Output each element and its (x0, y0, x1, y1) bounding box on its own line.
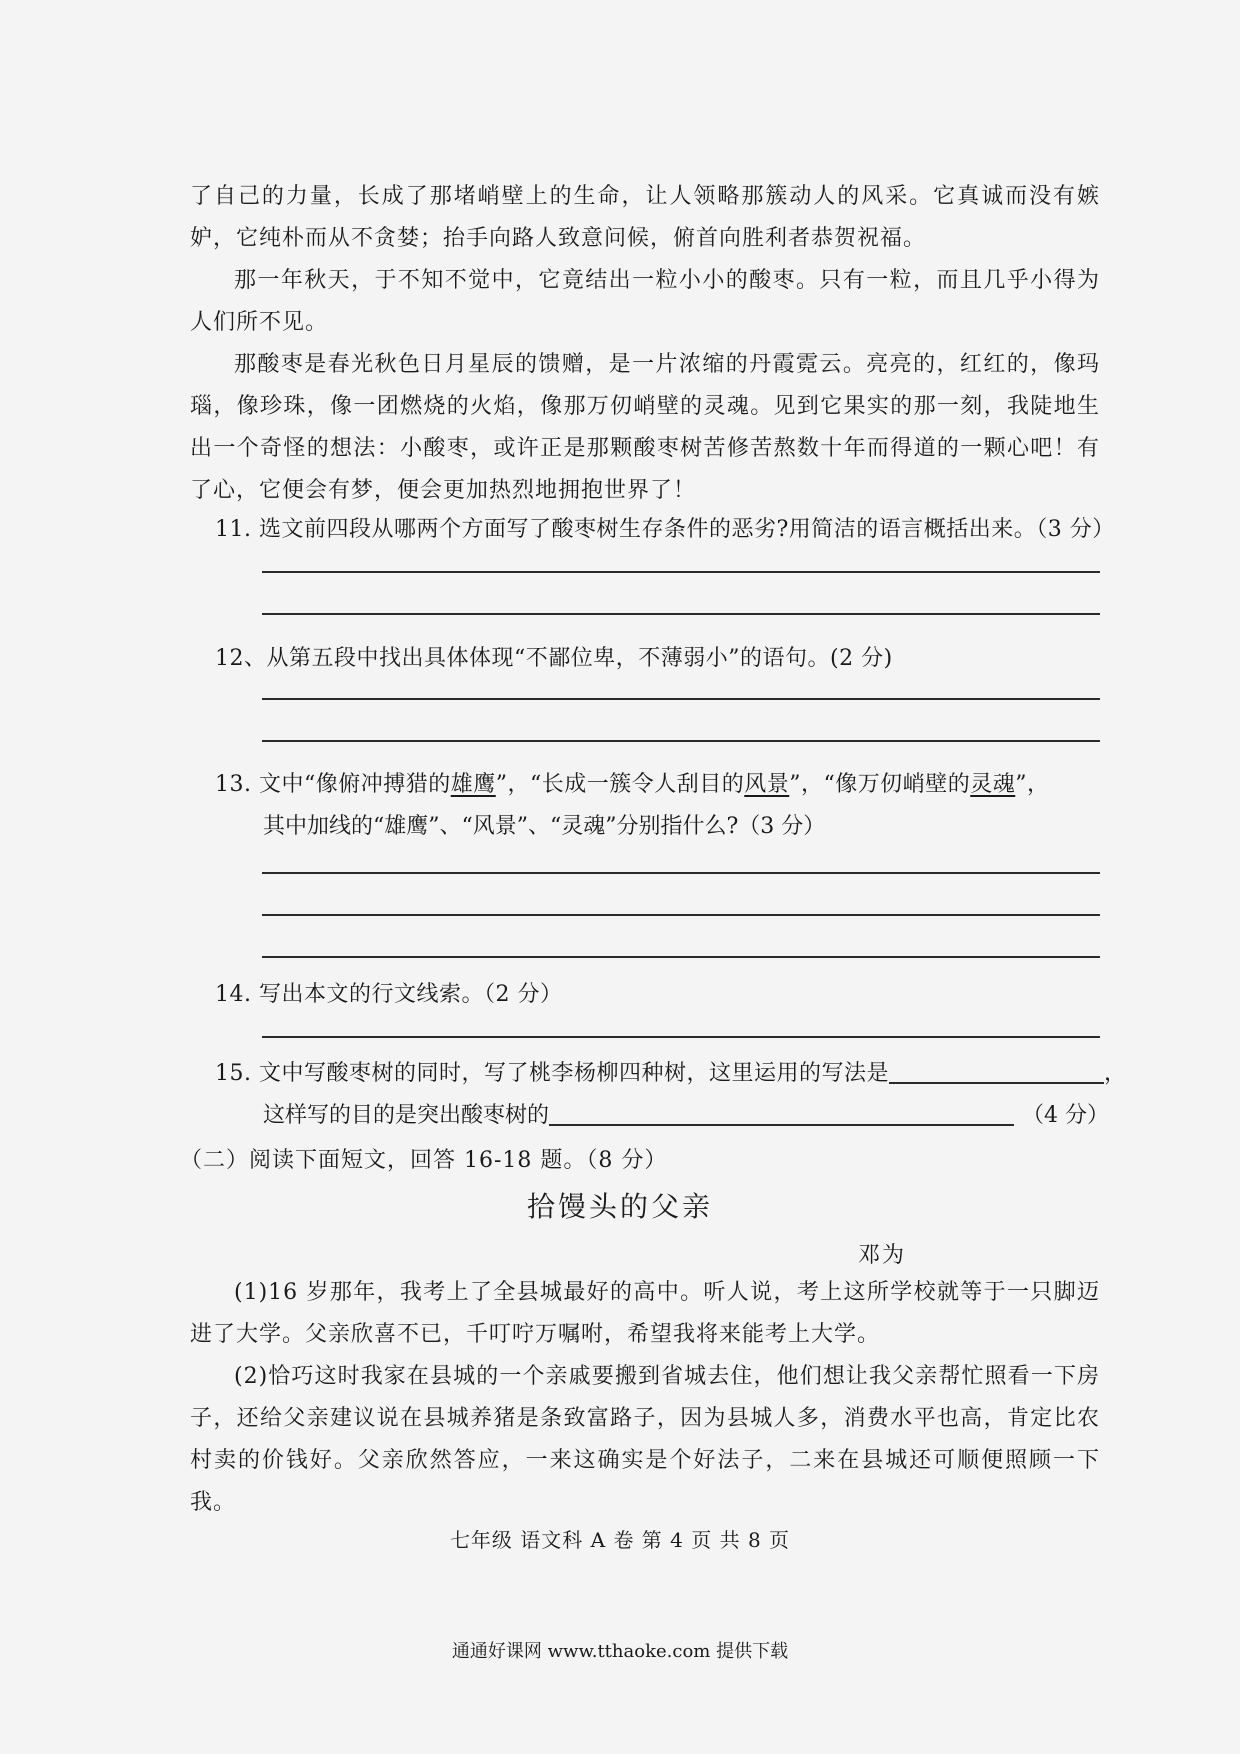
article-title: 拾馒头的父亲 (526, 1190, 713, 1223)
q13-text: ”，“长成一簇令人刮目的 (495, 772, 745, 797)
q15-score: （4 分） (1022, 1103, 1110, 1128)
passage-paragraph-1: 了自己的力量，长成了那堵峭壁上的生命，让人领略那簇动人的风采。它真诚而没有嫉妒，它纯朴而从不贪婪；抬手向路人致意问候，俯首向胜利者恭贺祝福。 (190, 184, 1100, 251)
answer-line[interactable] (262, 613, 1100, 615)
question-15 (215, 1058, 1127, 1089)
q13-text: 13. 文中“像俯冲搏猎的 (215, 772, 451, 797)
question-11: 11. 选文前四段从哪两个方面写了酸枣树生存条件的恶劣?用简洁的语言概括出来。（3 分） (215, 517, 1115, 542)
q15-text: 15. 文中写酸枣树的同时，写了桃李杨柳四种树，这里运用的写法是 (215, 1061, 889, 1086)
article-author: 邓为 (858, 1243, 907, 1268)
page-footer: 七年级 语文科 A 卷 第 4 页 共 8 页 (449, 1528, 791, 1552)
answer-line[interactable] (262, 872, 1100, 874)
answer-line[interactable] (262, 914, 1100, 916)
article-paragraph-2: (2)恰巧这时我家在县城的一个亲戚要搬到省城去住，他们想让我父亲帮忙照看一下房子，还给父亲建议说在县城养猪是条致富路子，因为县城人多，消费水平也高，肯定比农村卖的价钱好。父亲欣然答应，一来这确实是个好法子，二来在县城还可顺便照顾一下我。 (190, 1364, 1100, 1515)
underlined-term-eagle: 雄鹰 (450, 772, 496, 797)
q15-comma: ， (1103, 1061, 1127, 1086)
answer-line[interactable] (262, 571, 1100, 573)
answer-line[interactable] (262, 698, 1100, 700)
q13-text: ”， (1015, 772, 1050, 797)
q15-text: 这样写的目的是突出酸枣树的 (263, 1103, 550, 1128)
passage-paragraph-3: 那酸枣是春光秋色日月星辰的馈赠，是一片浓缩的丹霞霓云。亮亮的，红红的，像玛瑙，像珍珠，像一团燃烧的火焰，像那万仞峭壁的灵魂。见到它果实的那一刻，我陡地生出一个奇怪的想法：小酸枣，或许正是那颗酸枣树苦修苦熬数十年而得道的一颗心吧！有了心，它便会有梦，便会更加热烈地拥抱世界了！ (190, 352, 1100, 503)
question-12: 12、从第五段中找出具体体现“不鄙位卑，不薄弱小”的语句。(2 分) (215, 646, 893, 671)
download-watermark: 通通好课网 www.tthaoke.com 提供下载 (451, 1641, 789, 1662)
question-14: 14. 写出本文的行文线索。（2 分） (215, 982, 563, 1007)
question-13 (215, 770, 1050, 800)
answer-line[interactable] (262, 1036, 1100, 1038)
passage-paragraph-2: 那一年秋天，于不知不觉中，它竟结出一粒小小的酸枣。只有一粒，而且几乎小得为人们所不见。 (190, 268, 1100, 335)
fill-blank-purpose[interactable] (549, 1100, 1014, 1126)
fill-blank-technique[interactable] (889, 1058, 1104, 1084)
answer-line[interactable] (262, 740, 1100, 742)
section-heading: （二）阅读下面短文，回答 16-18 题。（8 分） (180, 1148, 668, 1173)
q13-text: ”，“像万仞峭壁的 (789, 772, 971, 797)
article-paragraph-1: (1)16 岁那年，我考上了全县城最好的高中。听人说，考上这所学校就等于一只脚迈进了大学。父亲欣喜不已，千叮咛万嘱咐，希望我将来能考上大学。 (190, 1280, 1100, 1347)
question-13-line-2: 其中加线的“雄鹰”、“风景”、“灵魂”分别指什么?（3 分） (263, 814, 826, 839)
underlined-term-soul: 灵魂 (970, 772, 1016, 797)
question-15-line-2 (263, 1100, 1109, 1131)
answer-line[interactable] (262, 956, 1100, 958)
underlined-term-scenery: 风景 (744, 772, 790, 797)
